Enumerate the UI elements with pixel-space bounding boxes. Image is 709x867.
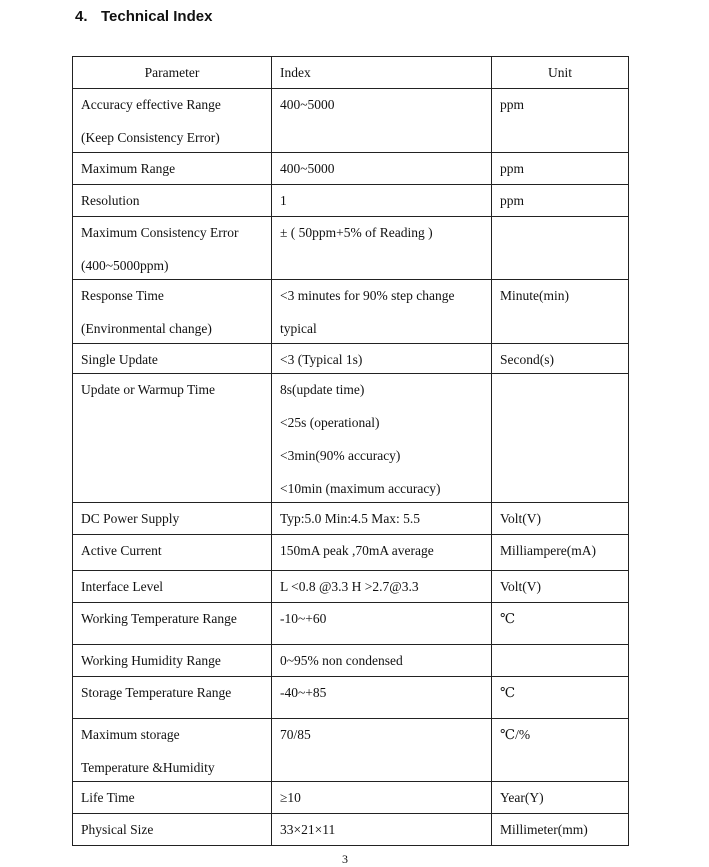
table-row <box>73 344 629 374</box>
table-row <box>73 571 629 603</box>
parameter-cell <box>73 344 272 374</box>
index-cell-line: <3 (Typical 1s) <box>280 352 363 367</box>
index-cell <box>272 719 492 782</box>
index-cell <box>272 535 492 571</box>
unit-cell <box>492 719 629 782</box>
parameter-cell-line: Temperature &Humidity <box>81 760 215 775</box>
index-cell-line: ± ( 50ppm+5% of Reading ) <box>280 225 433 240</box>
parameter-cell-line: Accuracy effective Range <box>81 97 221 112</box>
section-heading <box>75 8 212 25</box>
parameter-cell <box>73 677 272 719</box>
index-cell <box>272 603 492 645</box>
table-row <box>73 374 629 503</box>
unit-cell-line: ppm <box>500 161 525 176</box>
index-cell <box>272 185 492 217</box>
unit-cell <box>492 153 629 185</box>
section-number: 4. <box>75 8 88 25</box>
index-cell-line: <25s (operational) <box>280 415 380 430</box>
unit-cell <box>492 185 629 217</box>
unit-cell-line: ℃/% <box>500 727 531 742</box>
parameter-cell-line: Working Humidity Range <box>81 653 221 668</box>
parameter-cell <box>73 814 272 846</box>
table-row <box>73 153 629 185</box>
table-row <box>73 719 629 782</box>
index-cell-line: 400~5000 <box>280 97 335 112</box>
unit-cell-line: ℃ <box>500 685 516 700</box>
index-cell <box>272 344 492 374</box>
parameter-cell <box>73 645 272 677</box>
unit-cell <box>492 89 629 153</box>
index-cell-line: 150mA peak ,70mA average <box>280 543 434 558</box>
table-row <box>73 535 629 571</box>
index-cell <box>272 89 492 153</box>
section-title: Technical Index <box>101 8 213 25</box>
index-cell-line: 8s(update time) <box>280 382 365 397</box>
index-cell <box>272 677 492 719</box>
index-cell <box>272 645 492 677</box>
parameter-cell <box>73 571 272 603</box>
unit-cell-line: Volt(V) <box>500 579 542 594</box>
index-cell <box>272 217 492 280</box>
index-cell-line: <3min(90% accuracy) <box>280 448 401 463</box>
table-row <box>73 645 629 677</box>
index-cell-line: 70/85 <box>280 727 311 742</box>
parameter-cell <box>73 782 272 814</box>
index-cell-line: typical <box>280 321 317 336</box>
index-cell-line: <10min (maximum accuracy) <box>280 481 441 496</box>
unit-cell-line: Second(s) <box>500 352 554 367</box>
index-cell-line: -40~+85 <box>280 685 327 700</box>
page-number: 3 <box>342 852 348 866</box>
table-row <box>73 185 629 217</box>
unit-cell-line: ℃ <box>500 611 516 626</box>
unit-cell <box>492 217 629 280</box>
table-row <box>73 503 629 535</box>
unit-cell-line: Volt(V) <box>500 511 542 526</box>
index-cell <box>272 280 492 344</box>
parameter-cell <box>73 603 272 645</box>
unit-cell <box>492 535 629 571</box>
parameter-cell <box>73 719 272 782</box>
parameter-cell <box>73 503 272 535</box>
unit-cell-line: Milliampere(mA) <box>500 543 596 558</box>
table-header-row <box>73 57 629 89</box>
parameter-cell-line: Maximum Range <box>81 161 176 176</box>
parameter-cell-line: Working Temperature Range <box>81 611 237 626</box>
unit-cell <box>492 603 629 645</box>
parameter-cell-line: (Keep Consistency Error) <box>81 130 220 145</box>
technical-index-table <box>72 56 629 846</box>
header-unit: Unit <box>492 57 629 89</box>
index-cell-line: <3 minutes for 90% step change <box>280 288 455 303</box>
parameter-cell-line: DC Power Supply <box>81 511 180 526</box>
index-cell <box>272 503 492 535</box>
parameter-cell-line: Single Update <box>81 352 158 367</box>
table-row <box>73 782 629 814</box>
parameter-cell-line: Physical Size <box>81 822 154 837</box>
parameter-cell <box>73 217 272 280</box>
unit-cell <box>492 374 629 503</box>
unit-cell-line: ppm <box>500 97 525 112</box>
parameter-cell-line: Active Current <box>81 543 162 558</box>
header-parameter: Parameter <box>73 57 272 89</box>
index-cell-line: 33×21×11 <box>280 822 336 837</box>
parameter-cell <box>73 535 272 571</box>
unit-cell <box>492 677 629 719</box>
parameter-cell-line: Storage Temperature Range <box>81 685 232 700</box>
index-cell-line: -10~+60 <box>280 611 327 626</box>
parameter-cell-line: (Environmental change) <box>81 321 212 336</box>
parameter-cell-line: Update or Warmup Time <box>81 382 216 397</box>
parameter-cell <box>73 185 272 217</box>
parameter-cell-line: Life Time <box>81 790 135 805</box>
unit-cell <box>492 782 629 814</box>
unit-cell-line: Year(Y) <box>500 790 544 805</box>
unit-cell-line: Minute(min) <box>500 288 569 303</box>
index-cell-line: 0~95% non condensed <box>280 653 403 668</box>
index-cell-line: L <0.8 @3.3 H >2.7@3.3 <box>280 579 419 594</box>
parameter-cell-line: Response Time <box>81 288 164 303</box>
index-cell <box>272 814 492 846</box>
index-cell <box>272 571 492 603</box>
unit-cell <box>492 571 629 603</box>
index-cell <box>272 782 492 814</box>
index-cell-line: Typ:5.0 Min:4.5 Max: 5.5 <box>280 511 421 526</box>
table-row <box>73 814 629 846</box>
index-cell-line: 1 <box>280 193 287 208</box>
index-cell <box>272 153 492 185</box>
index-cell <box>272 374 492 503</box>
parameter-cell-line: Maximum storage <box>81 727 180 742</box>
unit-cell <box>492 344 629 374</box>
table-row <box>73 603 629 645</box>
parameter-cell <box>73 153 272 185</box>
index-cell-line: ≥10 <box>280 790 301 805</box>
unit-cell <box>492 280 629 344</box>
parameter-cell-line: Maximum Consistency Error <box>81 225 239 240</box>
unit-cell-line: Millimeter(mm) <box>500 822 588 837</box>
header-index: Index <box>272 57 492 89</box>
parameter-cell-line: Resolution <box>81 193 140 208</box>
table-row <box>73 280 629 344</box>
parameter-cell-line: (400~5000ppm) <box>81 258 169 273</box>
parameter-cell-line: Interface Level <box>81 579 164 594</box>
index-cell-line: 400~5000 <box>280 161 335 176</box>
unit-cell <box>492 645 629 677</box>
unit-cell <box>492 814 629 846</box>
parameter-cell <box>73 374 272 503</box>
parameter-cell <box>73 280 272 344</box>
table-row <box>73 217 629 280</box>
unit-cell-line: ppm <box>500 193 525 208</box>
unit-cell <box>492 503 629 535</box>
table-row <box>73 677 629 719</box>
table-row <box>73 89 629 153</box>
parameter-cell <box>73 89 272 153</box>
